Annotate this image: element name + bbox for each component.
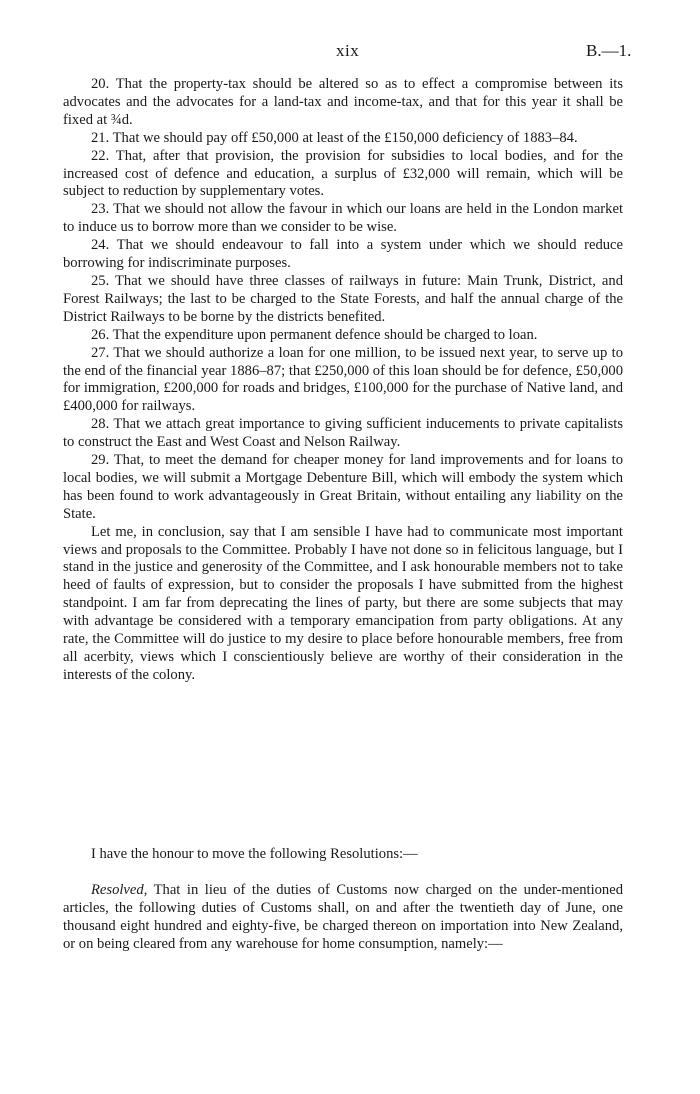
paragraph-27: 27. That we should authorize a loan for one million, to be issued next year, to serve up to the end of the financial year 1886–87; that £250,000 of this loan should be for defence, £50,000 for immigration, £200,000 for roads and bridges, £100,000 for the purchase of Native land, and £400,000 for railways. [63, 344, 623, 415]
motion-lead: I have the honour to move the following Resolutions:— [91, 846, 418, 862]
paragraph-conclusion: Let me, in conclusion, say that I am sensible I have had to communicate most important views and proposals to the Committee. Probably I have not done so in felicitous language, but I stand in the justice and generosity of the Committee, and I ask honourable members not to take heed of faults of expression, but to consider the proposals I have submitted from the highest standpoint. I am far from deprecating the lines of party, but there are some subjects that may with advantage be considered with a temporary emancipation from party obligations. At any rate, the Committee will do justice to my desire to place before honourable members, free from all acerbity, views which I conscientiously believe are worthy of their consideration in the interests of the colony. [63, 523, 623, 683]
paragraph-28: 28. That we attach great importance to giving sufficient inducements to private capitalists to construct the East and West Coast and Nelson Railway. [63, 416, 623, 451]
paragraph-26: 26. That the expenditure upon permanent defence should be charged to loan. [91, 326, 538, 343]
resolution-paragraph [63, 882, 623, 954]
statement-body [63, 76, 623, 685]
paragraph-21: 21. That we should pay off £50,000 at least of the £150,000 deficiency of 1883–84. [91, 129, 578, 146]
document-reference: B.—1. [586, 41, 632, 60]
resolved-word: Resolved [91, 881, 144, 898]
paragraph-25: 25. That we should have three classes of railways in future: Main Trunk, District, and Forest Railways; the last to be charged to the State Forests, and half the annual charge of the District Railways to be borne by the districts benefited. [63, 272, 623, 325]
paragraph-23: 23. That we should not allow the favour in which our loans are held in the London market to induce us to borrow more than we consider to be wise. [63, 201, 623, 236]
paragraph-22: 22. That, after that provision, the provision for subsidies to local bodies, and for the increased cost of defence and education, a surplus of £32,000 will remain, which will be subject to reduction by supplementary votes. [63, 147, 623, 200]
resolution-text: , That in lieu of the duties of Customs now charged on the under-mentioned articles, the following duties of Customs shall, on and after the twentieth day of June, one thousand eight hundred and eighty-five, be charged thereon on importation into New Zealand, or on being cleared from any warehouse for home consumption, namely:— [63, 881, 623, 952]
page-number: xix [336, 41, 360, 60]
paragraph-24: 24. That we should endeavour to fall into a system under which we should reduce borrowing for indiscriminate purposes. [63, 237, 623, 272]
resolutions-section [63, 846, 623, 954]
paragraph-20: 20. That the property-tax should be altered so as to effect a compromise between its advocates and the advocates for a land-tax and income-tax, and that for this year it shall be fixed at ¾d. [63, 76, 623, 128]
paragraph-29: 29. That, to meet the demand for cheaper money for land improvements and for loans to local bodies, we will submit a Mortgage Debenture Bill, which will embody the system which has been found to work advantageously in Great Britain, without entailing any liability on the State. [63, 452, 623, 522]
